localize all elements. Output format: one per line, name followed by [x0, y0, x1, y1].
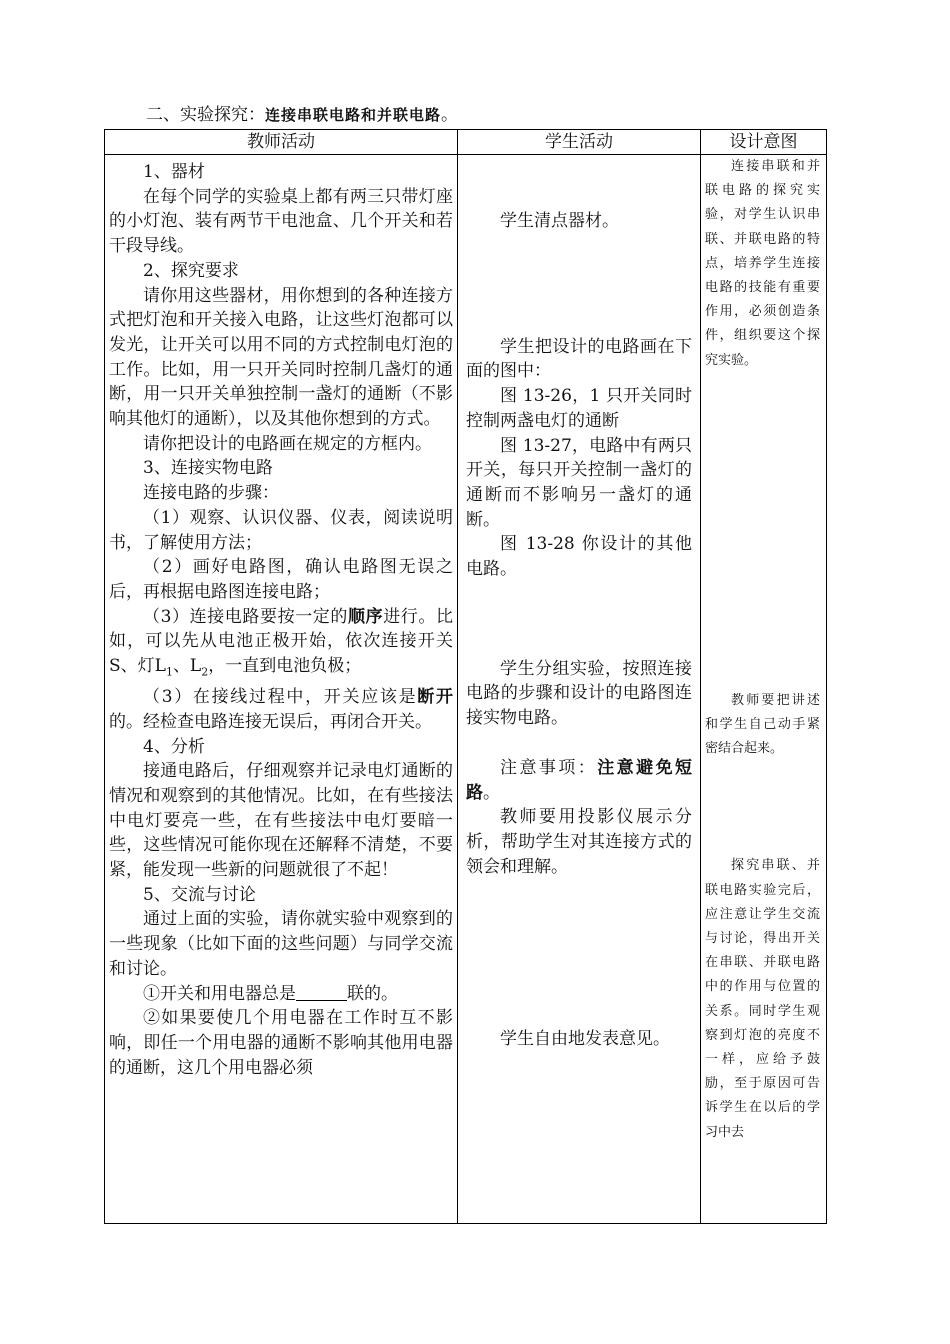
design-d1: 连接串联和并联电路的探究实验，对学生认识串联、并联电路的特点，培养学生连接电路的技能有重要作用，必须创造条件，组织要这个探究实验。 [705, 159, 820, 368]
student-p3: 图 13-26，1 只开关同时控制两盏电灯的通断 [466, 386, 692, 431]
teacher-s4-body: 接通电路后，仔细观察并记录电灯通断的情况和观察到的其他情况。比如，在有些接法中电灯要亮一些，在有些接法中电灯要暗一些，这些情况可能你现在还解释不清楚，不要紧，能发现一些新的问题就很了不起！ [109, 761, 453, 881]
student-p6: 学生分组实验，按照连接电路的步骤和设计的电路图连接实物电路。 [466, 658, 692, 729]
student-cell [458, 155, 701, 1224]
teacher-s5-body: 通过上面的实验，请你就实验中观察到的一些现象（比如下面的这些问题）与同学交流和讨论。 [109, 909, 453, 979]
header-student: 学生活动 [458, 130, 701, 155]
student-p2: 学生把设计的电路画在下面的图中： [466, 336, 692, 382]
teacher-s1-title: 1、器材 [143, 162, 205, 182]
header-teacher: 教师活动 [105, 130, 458, 155]
teacher-q2: ②如果要使几个用电器在工作时互不影响，即任一个用电器的通断不影响其他用电器的通断，这几个用电器必须 [109, 1008, 453, 1078]
teacher-s3-title: 3、连接实物电路 [143, 458, 273, 479]
student-p8: 教师要用投影仪展示分析，帮助学生对其连接方式的领会和理解。 [466, 807, 692, 877]
teacher-s2-body: 请你用这些器材，用你想到的各种连接方式把灯泡和开关接入电路，让这些灯泡都可以发光，让开关可以用不同的方式控制电灯泡的工作。比如，用一只开关同时控制几盏灯的通断，用一只开关单独控制一盏灯的通断（不影响其他灯的通断），以及其他你想到的方式。 [109, 285, 453, 430]
teacher-cell [105, 155, 458, 1224]
heading-title: 连接串联电路和并联电路 [265, 106, 442, 124]
heading-suffix: 。 [441, 105, 459, 125]
teacher-s3-step3: （3）连接电路要按一定的顺序进行。比如，可以先从电池正极开始，依次连接开关S、灯$L_1$、$L_2$，一直到电池负极； [109, 606, 453, 679]
design-d3: 探究串联、并联电路实验完后，应注意让学生交流与讨论，得出开关在串联、并联电路中的作用与位置的关系。同时学生观察到灯泡的亮度不一样，应给予鼓励，至于原因可告诉学生在以后的学习中去 [705, 858, 820, 1140]
teacher-s1-body: 在每个同学的实验桌上都有两三只带灯座的小灯泡、装有两节干电池盒、几个开关和若干段导线。 [109, 186, 453, 257]
student-p5: 图 13-28 你设计的其他电路。 [466, 534, 692, 580]
design-cell [701, 155, 827, 1224]
teacher-s3-step1: （1）观察、认识仪器、仪表，阅读说明书，了解使用方法； [109, 507, 453, 553]
student-p1: 学生清点器材。 [500, 211, 619, 231]
activity-table [104, 129, 827, 1224]
fill-blank [296, 983, 347, 1001]
design-d2: 教师要把讲述和学生自己动手紧密结合起来。 [705, 692, 820, 757]
teacher-s2-title: 2、探究要求 [143, 260, 239, 281]
table-header-row [105, 130, 827, 155]
teacher-q1: ①开关和用电器总是 联的。 [143, 983, 398, 1004]
teacher-s4-title: 4、分析 [143, 736, 205, 757]
table-body-row [105, 155, 827, 1224]
student-p7: 注意事项：注意避免短路。 [466, 757, 693, 803]
teacher-s3-sub: 连接电路的步骤： [143, 483, 279, 504]
teacher-s5-title: 5、交流与讨论 [143, 884, 256, 905]
heading-prefix: 二、实验探究： [146, 105, 265, 125]
header-design: 设计意图 [701, 130, 827, 155]
teacher-s2-body2: 请你把设计的电路画在规定的方框内。 [143, 433, 432, 454]
teacher-s3-step4: （3）在接线过程中，开关应该是断开的。经检查电路连接无误后，再闭合开关。 [109, 687, 453, 732]
teacher-s3-step2: （2）画好电路图，确认电路图无误之后，再根据电路图连接电路； [109, 557, 453, 602]
student-p4: 图 13-27，电路中有两只开关，每只开关控制一盏灯的通断而不影响另一盏灯的通断。 [466, 435, 692, 530]
section-heading [146, 103, 458, 127]
student-p9: 学生自由地发表意见。 [500, 1029, 670, 1050]
